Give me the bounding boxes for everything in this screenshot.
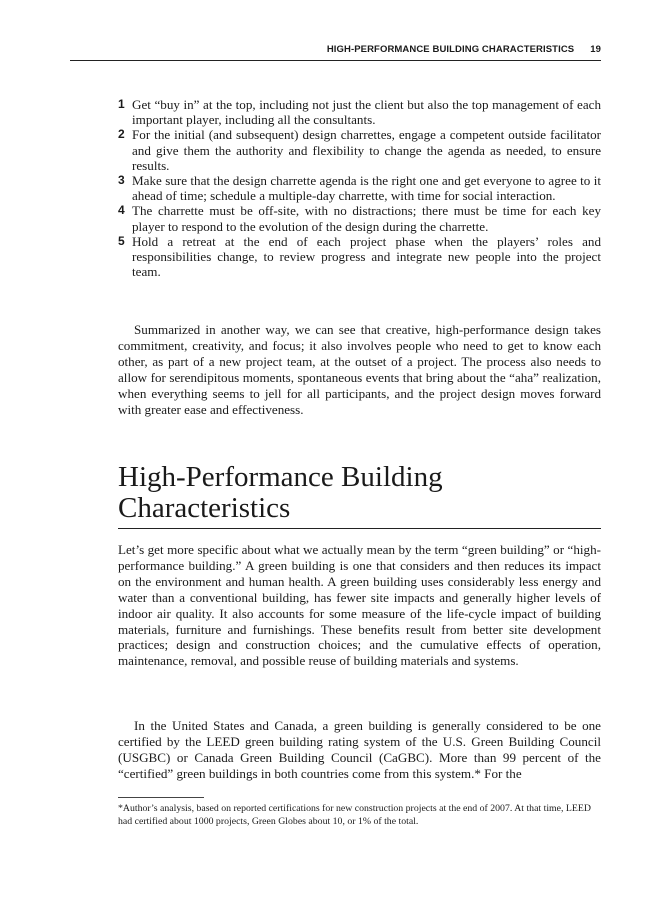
body-paragraph-1: Let’s get more specific about what we actually mean by the term “green building” or “high-performance building.” A green building is one that considers and then reduces its impact on the environment and human health. A green building uses considerably less energy and water than a conventional building, has fewer site impacts and generally higher levels of indoor air quality. It also accounts for some measure of the life-cycle impact of building materials, furniture and furnishings. These benefits result from better site development practices; design and construction choices; and the cumulative effects of operation, maintenance, removal, and possible reuse of building materials and systems. [118,542,601,669]
footnote-divider [118,797,204,798]
list-item-text: Hold a retreat at the end of each project phase when the players’ roles and responsibilities change, to review progress and integrate new people into the project team. [132,233,601,280]
list-item-number: 3 [118,173,125,188]
page-number: 19 [590,44,601,55]
list-item [118,203,601,233]
footnote: *Author’s analysis, based on reported certifications for new construction projects at the end of 2007. At that time, LEED had certified about 1000 projects, Green Globes about 10, or 1% of the total. [118,803,591,827]
list-item-text: The charrette must be off-site, with no distractions; there must be time for each key player to respond to the evolution of the design during the charrette. [132,203,601,234]
summary-paragraph: Summarized in another way, we can see that creative, high-performance design takes commitment, creativity, and focus; it also involves people who need to get to know each other, as part of a new project team, at the outset of a project. The process also needs to allow for serendipitous moments, spontaneous events that bring about the “aha” realization, when everything seems to jell for all participants, and the project design moves forward with greater ease and effectiveness. [118,322,601,417]
list-item-number: 5 [118,233,125,248]
list-item [118,97,601,127]
list-item-number: 2 [118,127,125,142]
list-item [118,173,601,203]
list-item-text: Make sure that the design charrette agenda is the right one and get everyone to agree to it ahead of time; schedule a multiple-day charrette, with time for social interaction. [132,173,601,204]
running-header [70,44,601,61]
section-heading: High-Performance Building Characteristics [118,462,601,529]
list-item [118,234,601,280]
list-item-number: 4 [118,203,125,218]
numbered-list [118,97,601,279]
list-item-text: Get “buy in” at the top, including not just the client but also the top management of each important player, including all the consultants. [132,97,601,128]
list-item [118,127,601,173]
list-item-text: For the initial (and subsequent) design charrettes, engage a competent outside facilitator and give them the authority and flexibility to change the agenda as needed, to ensure results. [132,127,601,173]
list-item-number: 1 [118,97,125,111]
running-header-title: HIGH-PERFORMANCE BUILDING CHARACTERISTICS [326,44,575,55]
body-paragraph-2: In the United States and Canada, a green building is generally considered to be one certified by the LEED green building rating system of the U.S. Green Building Council (USGBC) or Canada Green Building Council (CaGBC). More than 99 percent of the “certified” green buildings in both countries come from this system.* For the [118,718,601,781]
